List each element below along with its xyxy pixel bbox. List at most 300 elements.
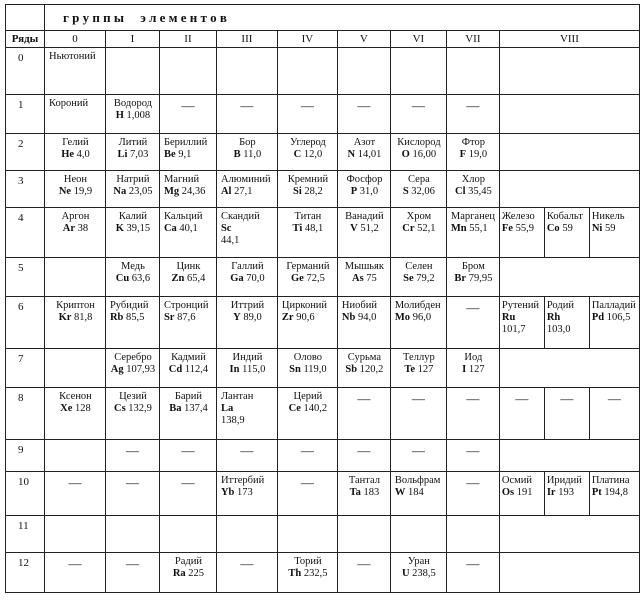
element-name: Хлор: [461, 174, 486, 185]
table-row: [6, 553, 640, 593]
dash-cell: —: [44, 553, 105, 593]
element-name: Неон: [63, 174, 88, 185]
dash-cell: —: [44, 472, 105, 516]
element-cell: [499, 208, 544, 258]
element-symbol: S: [402, 186, 409, 197]
element-cell: [390, 297, 446, 349]
element-symbol: Ir: [546, 487, 556, 498]
row-number: 10: [6, 472, 45, 516]
empty-cell: [499, 349, 639, 388]
element-mass: 31,0: [359, 186, 379, 197]
table-row: [6, 171, 640, 208]
element-cell: [105, 171, 159, 208]
element-name: Вольфрам: [394, 475, 441, 486]
dash-cell: —: [446, 388, 499, 440]
element-mass: 24,36: [181, 186, 206, 197]
element-symbol: Ar: [62, 223, 76, 234]
dash-cell: —: [159, 440, 216, 472]
element-mass: 85,5: [126, 312, 145, 323]
element-cell: [589, 297, 639, 349]
element-cell: [216, 297, 277, 349]
element-symbol: Mo: [394, 312, 411, 323]
element-symbol: Os: [501, 487, 515, 498]
element-cell: [159, 258, 216, 297]
element-cell: [446, 208, 499, 258]
element-name: Медь: [121, 261, 145, 272]
element-cell: [446, 258, 499, 297]
group-header: V: [337, 31, 390, 48]
element-cell: [337, 134, 390, 171]
group-header: 0: [44, 31, 105, 48]
element-name: Иридий: [546, 475, 582, 486]
table-row: [6, 95, 640, 134]
element-name: Цирконий: [281, 300, 328, 311]
element-cell: [446, 171, 499, 208]
element-name: Бром: [461, 261, 485, 272]
element-name: Платина: [591, 475, 630, 486]
element-symbol: Sb: [345, 364, 358, 375]
dash-cell: —: [446, 472, 499, 516]
element-mass: 7,03: [130, 149, 149, 160]
element-name: Торий: [294, 556, 322, 567]
element-symbol: Ta: [349, 487, 361, 498]
row-number: 2: [6, 134, 45, 171]
element-name: Литий: [118, 137, 148, 148]
header-title-row: [6, 5, 640, 31]
element-name: Калий: [118, 211, 148, 222]
element-name: Водород: [113, 98, 152, 109]
dash-cell: —: [159, 95, 216, 134]
empty-cell: [499, 258, 639, 297]
group-header: VI: [390, 31, 446, 48]
dash-cell: —: [446, 297, 499, 349]
element-cell: [44, 95, 105, 134]
element-mass: 225: [188, 568, 205, 579]
element-symbol: Si: [293, 186, 302, 197]
element-cell: [159, 134, 216, 171]
element-cell: [544, 472, 589, 516]
element-name: Индий: [232, 352, 263, 363]
element-name: Молибден: [394, 300, 441, 311]
element-cell: [216, 171, 277, 208]
element-cell: [446, 134, 499, 171]
element-name: Никель: [591, 211, 625, 222]
element-cell: [44, 297, 105, 349]
element-mass: 14,01: [357, 149, 382, 160]
empty-cell: [216, 48, 277, 95]
element-symbol: Ne: [58, 186, 72, 197]
element-name: Короний: [48, 98, 89, 109]
element-mass: 28,2: [304, 186, 323, 197]
table-row: [6, 349, 640, 388]
element-mass: 39,15: [126, 223, 151, 234]
element-cell: [277, 171, 337, 208]
element-name: Церий: [293, 391, 323, 402]
element-cell: [216, 134, 277, 171]
element-symbol: Al: [220, 186, 232, 197]
table-row: [6, 258, 640, 297]
element-mass: 44,1: [220, 235, 240, 246]
element-symbol: Pt: [591, 487, 602, 498]
element-symbol: La: [220, 403, 234, 414]
element-symbol: He: [61, 149, 75, 160]
element-mass: 87,6: [177, 312, 196, 323]
dash-cell: —: [499, 388, 544, 440]
group-header: III: [216, 31, 277, 48]
dash-cell: —: [216, 95, 277, 134]
element-cell: [337, 171, 390, 208]
element-mass: 1,008: [126, 110, 151, 121]
element-mass: 106,5: [606, 312, 631, 323]
element-mass: 65,4: [186, 273, 206, 284]
element-symbol: Kr: [58, 312, 72, 323]
element-mass: 52,1: [417, 223, 436, 234]
empty-cell: [337, 48, 390, 95]
element-cell: [337, 349, 390, 388]
element-cell: [216, 208, 277, 258]
element-symbol: Be: [163, 149, 176, 160]
element-name: Марганец: [450, 211, 495, 222]
element-mass: 127: [417, 364, 434, 375]
element-symbol: Ga: [230, 273, 244, 284]
element-name: Родий: [546, 300, 574, 311]
empty-cell: [105, 48, 159, 95]
periodic-table: [5, 4, 640, 593]
element-symbol: Ni: [591, 223, 603, 234]
element-cell: [499, 297, 544, 349]
element-name: Германий: [286, 261, 330, 272]
element-symbol: Fe: [501, 223, 513, 234]
element-name: Фосфор: [346, 174, 383, 185]
element-symbol: Ru: [501, 312, 516, 323]
element-symbol: Cl: [454, 186, 466, 197]
table-row: [6, 208, 640, 258]
element-symbol: Ba: [169, 403, 182, 414]
empty-cell: [499, 134, 639, 171]
element-mass: 193: [558, 487, 574, 498]
element-symbol: B: [233, 149, 241, 160]
element-mass: 89,0: [243, 312, 262, 323]
element-mass: 232,5: [303, 568, 328, 579]
element-cell: [105, 349, 159, 388]
element-cell: [44, 208, 105, 258]
element-mass: 48,1: [304, 223, 324, 234]
element-cell: [337, 258, 390, 297]
element-mass: 12,0: [303, 149, 323, 160]
element-name: Азот: [353, 137, 376, 148]
empty-cell: [44, 349, 105, 388]
element-name: Ньютоний: [48, 51, 96, 62]
empty-cell: [390, 48, 446, 95]
dash-cell: —: [105, 472, 159, 516]
element-symbol: W: [394, 487, 406, 498]
element-mass: 173: [237, 487, 253, 498]
empty-cell: [277, 48, 337, 95]
row-number: 8: [6, 388, 45, 440]
row-number: 1: [6, 95, 45, 134]
empty-cell: [337, 516, 390, 553]
table-row: [6, 440, 640, 472]
element-symbol: Th: [288, 568, 302, 579]
element-cell: [216, 388, 277, 440]
element-cell: [337, 472, 390, 516]
element-symbol: Ca: [163, 223, 177, 234]
element-mass: 81,8: [74, 312, 93, 323]
table-row: [6, 134, 640, 171]
empty-cell: [44, 516, 105, 553]
element-name: Бор: [239, 137, 256, 148]
element-symbol: Cd: [168, 364, 183, 375]
element-mass: 184: [408, 487, 424, 498]
element-mass: 137,4: [184, 403, 208, 414]
element-symbol: Ce: [288, 403, 301, 414]
element-symbol: Rb: [109, 312, 124, 323]
element-mass: 94,0: [357, 312, 377, 323]
table-row: [6, 472, 640, 516]
row-number: 7: [6, 349, 45, 388]
element-cell: [390, 208, 446, 258]
dash-cell: —: [216, 440, 277, 472]
empty-cell: [499, 171, 639, 208]
empty-cell: [159, 48, 216, 95]
element-name: Сурьма: [347, 352, 382, 363]
element-symbol: Sn: [289, 364, 301, 375]
element-cell: [337, 297, 390, 349]
element-cell: [390, 134, 446, 171]
element-mass: 191: [516, 487, 533, 498]
element-symbol: Ti: [292, 223, 303, 234]
element-symbol: C: [293, 149, 302, 160]
empty-cell: [159, 516, 216, 553]
element-name: Серебро: [114, 352, 152, 363]
element-cell: [277, 553, 337, 593]
header-groups-row: [6, 31, 640, 48]
element-name: Ванадий: [345, 211, 384, 222]
element-mass: 79,95: [468, 273, 493, 284]
element-name: Рубидий: [109, 300, 149, 311]
element-mass: 4,0: [76, 149, 90, 160]
element-name: Кислород: [397, 137, 441, 148]
header-corner: [6, 5, 45, 31]
element-name: Магний: [163, 174, 200, 185]
element-cell: [390, 258, 446, 297]
dash-cell: —: [446, 553, 499, 593]
element-symbol: As: [352, 273, 364, 284]
element-mass: 63,6: [131, 273, 151, 284]
element-symbol: Na: [113, 186, 127, 197]
element-mass: 59: [604, 223, 616, 234]
element-symbol: P: [350, 186, 358, 197]
element-cell: [159, 171, 216, 208]
element-cell: [277, 258, 337, 297]
element-symbol: Nb: [341, 312, 356, 323]
element-cell: [446, 349, 499, 388]
element-name: Цезий: [119, 391, 147, 402]
row-number: 12: [6, 553, 45, 593]
dash-cell: —: [390, 388, 446, 440]
element-mass: 128: [75, 403, 91, 414]
dash-cell: —: [337, 95, 390, 134]
element-cell: [159, 349, 216, 388]
element-mass: 90,6: [296, 312, 315, 323]
dash-cell: —: [589, 388, 639, 440]
element-name: Ниобий: [341, 300, 377, 311]
dash-cell: —: [446, 440, 499, 472]
element-mass: 55,1: [469, 223, 488, 234]
element-symbol: Mn: [450, 223, 467, 234]
element-cell: [159, 208, 216, 258]
element-name: Аргон: [61, 211, 90, 222]
element-name: Алюминий: [220, 174, 271, 185]
element-name: Селен: [405, 261, 433, 272]
element-cell: [105, 208, 159, 258]
table-row: [6, 388, 640, 440]
element-cell: [390, 349, 446, 388]
element-mass: 127: [468, 364, 485, 375]
group-header: IV: [277, 31, 337, 48]
element-mass: 19,0: [468, 149, 488, 160]
element-mass: 55,9: [515, 223, 534, 234]
element-name: Ксенон: [59, 391, 92, 402]
element-name: Барий: [174, 391, 203, 402]
element-name: Радий: [174, 556, 202, 567]
element-cell: [159, 553, 216, 593]
dash-cell: —: [337, 553, 390, 593]
dash-cell: —: [277, 472, 337, 516]
element-mass: 35,45: [468, 186, 492, 197]
element-name: Галлий: [231, 261, 264, 272]
element-mass: 96,0: [412, 312, 432, 323]
element-symbol: Yb: [220, 487, 235, 498]
element-symbol: Zr: [281, 312, 294, 323]
element-mass: 107,93: [126, 364, 156, 375]
element-symbol: Ge: [291, 273, 304, 284]
element-cell: [390, 553, 446, 593]
element-name: Скандий: [220, 211, 260, 222]
dash-cell: —: [390, 95, 446, 134]
empty-cell: [446, 48, 499, 95]
row-number: 5: [6, 258, 45, 297]
element-cell: [44, 134, 105, 171]
element-mass: 103,0: [546, 324, 571, 335]
element-symbol: Sr: [163, 312, 175, 323]
element-symbol: N: [347, 149, 356, 160]
element-name: Кремний: [287, 174, 329, 185]
element-symbol: Sc: [220, 223, 232, 234]
dash-cell: —: [337, 388, 390, 440]
element-symbol: Xe: [60, 403, 73, 414]
element-symbol: V: [350, 223, 358, 234]
element-symbol: In: [229, 364, 240, 375]
element-mass: 9,1: [178, 149, 192, 160]
element-name: Рутений: [501, 300, 540, 311]
element-name: Фтор: [461, 137, 485, 148]
element-mass: 101,7: [501, 324, 526, 335]
row-number: 9: [6, 440, 45, 472]
element-name: Теллур: [403, 352, 435, 363]
dash-cell: —: [446, 95, 499, 134]
element-name: Олово: [293, 352, 323, 363]
element-symbol: Se: [403, 273, 414, 284]
element-name: Тантал: [348, 475, 380, 486]
element-symbol: Br: [454, 273, 467, 284]
element-name: Мышьяк: [344, 261, 384, 272]
element-symbol: I: [462, 364, 467, 375]
group-header: II: [159, 31, 216, 48]
element-name: Железо: [501, 211, 535, 222]
element-mass: 140,2: [303, 403, 328, 414]
table-row: [6, 516, 640, 553]
element-symbol: F: [459, 149, 467, 160]
element-name: Сера: [408, 174, 430, 185]
row-number: 0: [6, 48, 45, 95]
element-cell: [544, 208, 589, 258]
element-symbol: Rh: [546, 312, 561, 323]
empty-cell: [499, 553, 639, 593]
element-name: Криптон: [56, 300, 95, 311]
element-mass: 79,2: [416, 273, 435, 284]
element-symbol: Ra: [172, 568, 186, 579]
dash-cell: —: [105, 440, 159, 472]
element-mass: 32,06: [411, 186, 435, 197]
element-mass: 70,0: [246, 273, 265, 284]
element-cell: [589, 208, 639, 258]
element-mass: 120,2: [359, 364, 384, 375]
element-cell: [277, 388, 337, 440]
element-name: Иод: [464, 352, 483, 363]
element-mass: 38: [77, 223, 89, 234]
element-cell: [105, 95, 159, 134]
empty-cell: [390, 516, 446, 553]
dash-cell: —: [337, 440, 390, 472]
element-name: Стронций: [163, 300, 209, 311]
empty-cell: [499, 440, 639, 472]
empty-cell: [499, 516, 639, 553]
element-name: Титан: [294, 211, 322, 222]
empty-cell: [446, 516, 499, 553]
element-mass: 132,9: [128, 403, 152, 414]
row-number: 4: [6, 208, 45, 258]
element-name: Кобальт: [546, 211, 583, 222]
element-mass: 72,5: [306, 273, 325, 284]
element-symbol: Mg: [163, 186, 180, 197]
dash-cell: —: [216, 553, 277, 593]
element-cell: [390, 171, 446, 208]
dash-cell: —: [159, 472, 216, 516]
empty-cell: [499, 48, 639, 95]
element-cell: [105, 388, 159, 440]
table-row: [6, 297, 640, 349]
element-cell: [277, 208, 337, 258]
empty-cell: [277, 516, 337, 553]
element-symbol: U: [401, 568, 410, 579]
dash-cell: —: [277, 95, 337, 134]
element-symbol: O: [401, 149, 410, 160]
element-mass: 75: [366, 273, 377, 284]
element-symbol: K: [115, 223, 124, 234]
empty-cell: [105, 516, 159, 553]
element-mass: 23,05: [128, 186, 153, 197]
element-cell: [589, 472, 639, 516]
element-mass: 11,0: [243, 149, 262, 160]
element-name: Иттербий: [220, 475, 265, 486]
element-name: Лантан: [220, 391, 254, 402]
empty-cell: [216, 516, 277, 553]
element-mass: 183: [363, 487, 380, 498]
element-cell: [277, 134, 337, 171]
element-symbol: Te: [404, 364, 416, 375]
element-symbol: H: [115, 110, 124, 121]
